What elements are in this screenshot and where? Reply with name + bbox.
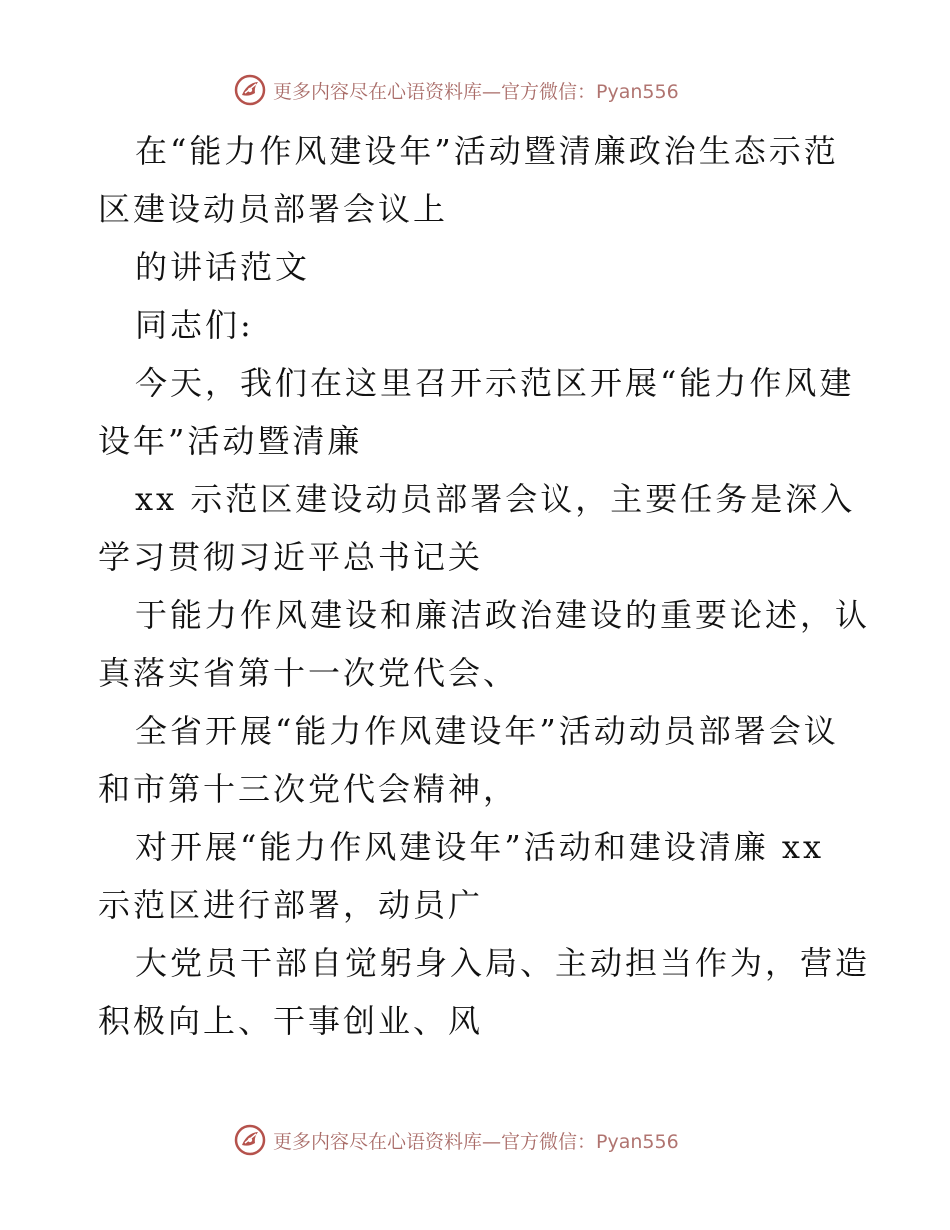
text-line: 的讲话范文 <box>135 248 311 286</box>
text-line: 大党员干部自觉躬身入局、主动担当作为，营造 <box>135 944 871 982</box>
text-line: 真落实省第十一次党代会、 <box>98 654 519 692</box>
wechat-id: Pyan556 <box>596 1130 679 1153</box>
text-line: 积极向上、干事创业、风 <box>98 1002 484 1040</box>
text-line: 对开展“能力作风建设年”活动和建设清廉 xx <box>135 828 824 866</box>
text-line: 学习贯彻习近平总书记关 <box>98 538 484 576</box>
text-line: 示范区进行部署，动员广 <box>98 886 484 924</box>
text-line: 在“能力作风建设年”活动暨清廉政治生态示范 <box>135 132 839 170</box>
watermark-text: 更多内容尽在心语资料库—官方微信：Pyan556 <box>273 80 679 103</box>
pen-logo-icon <box>233 73 267 107</box>
watermark-text: 更多内容尽在心语资料库—官方微信：Pyan556 <box>273 1130 679 1153</box>
text-line: xx 示范区建设动员部署会议，主要任务是深入 <box>135 480 856 518</box>
text-line: 全省开展“能力作风建设年”活动动员部署会议 <box>135 712 839 750</box>
text-line: 和市第十三次党代会精神， <box>98 770 519 808</box>
text-line: 同志们: <box>135 306 254 344</box>
text-line: 区建设动员部署会议上 <box>98 190 449 228</box>
footer-watermark <box>233 1122 733 1158</box>
text-line: 于能力作风建设和廉洁政治建设的重要论述，认 <box>135 596 871 634</box>
pen-logo-icon <box>233 1123 267 1157</box>
wechat-id: Pyan556 <box>596 80 679 103</box>
text-line: 设年”活动暨清廉 <box>98 422 363 460</box>
header-watermark <box>233 72 733 108</box>
speech-body <box>98 122 871 1050</box>
text-line: 今天，我们在这里召开示范区开展“能力作风建 <box>135 364 855 402</box>
